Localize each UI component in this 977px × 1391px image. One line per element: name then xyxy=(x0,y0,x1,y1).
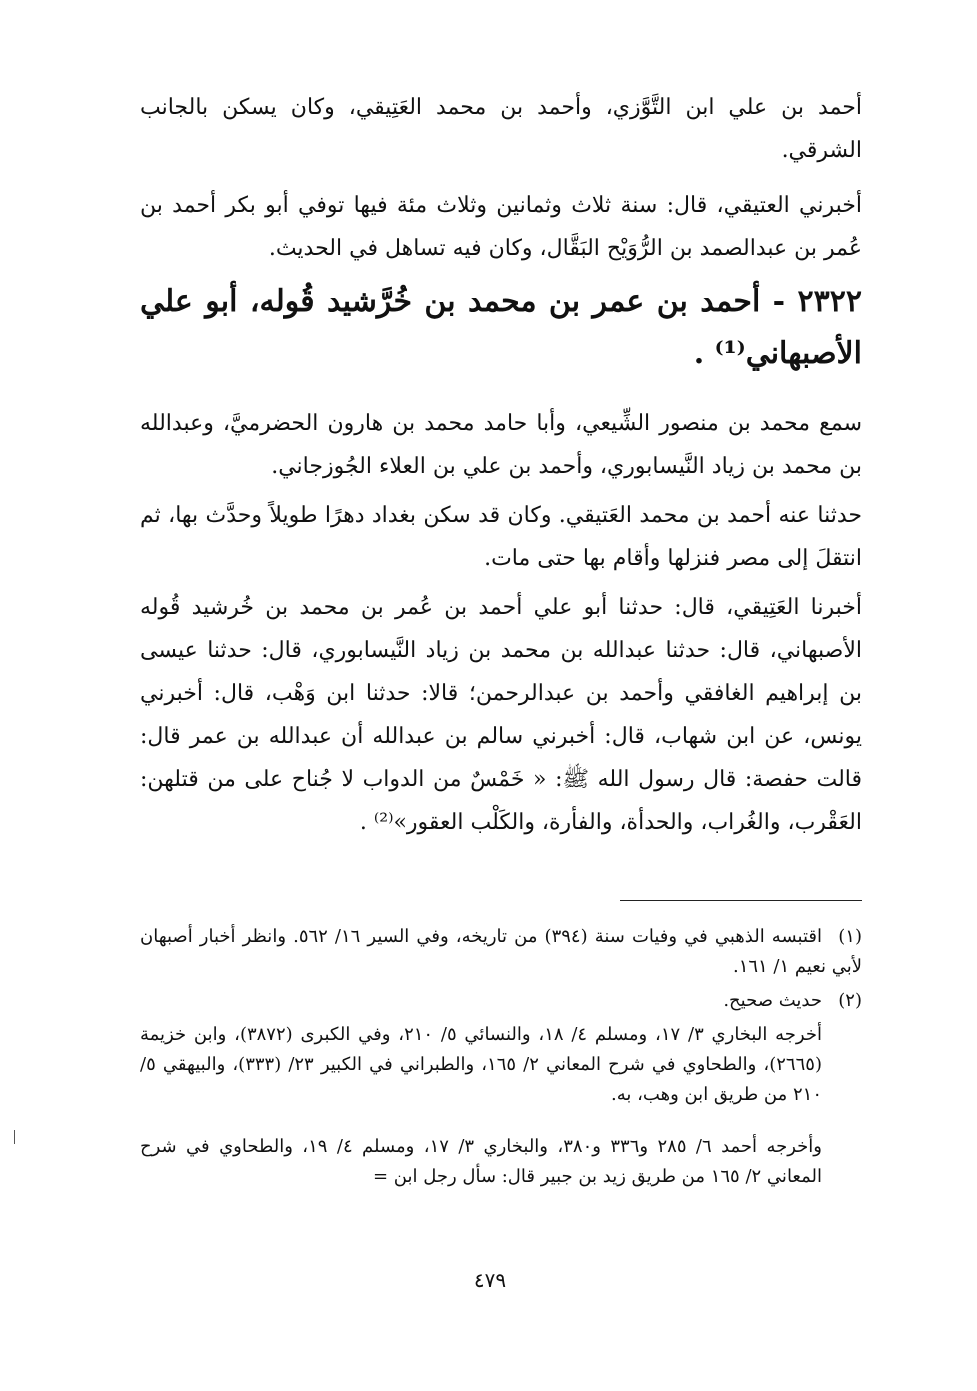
paragraph-death-year: أخبرني العتيقي، قال: سنة ثلاث وثمانين وثلاث مئة فيها توفي أبو بكر أحمد بن عُمر بن عبدالصمد بن الرُّوَيْح البَقَّال، وكان فيه تساهل في الحديث. xyxy=(140,193,862,261)
footnote-2-text: حديث صحيح. xyxy=(723,990,822,1011)
paragraph-continuation: أحمد بن علي ابن التَّوَّزي، وأحمد بن محمد العَتِيقي، وكان يسكن بالجانب الشرقي. xyxy=(140,95,862,163)
footnote-2-paragraph-1: أخرجه البخاري ٣/ ١٧، ومسلم ٤/ ١٨، والنسائي ٥/ ٢١٠، وفي الكبرى (٣٨٧٢)، وابن خزيمة (٢٦٦٥)، والطحاوي في شرح المعاني ٢/ ١٦٥، والطبراني في الكبير ٢٣/ (٣٣٣)، والبيهقي ٥/ ٢١٠ من طريق ابن وهب، به. xyxy=(140,1024,822,1105)
footnote-2-paragraph-2: وأخرجه أحمد ٦/ ٢٨٥ و٣٣٦ و٣٨٠، والبخاري ٣/ ١٧، ومسلم ٤/ ١٩، والطحاوي في شرح المعاني ٢/ ١٦٥ من طريق زيد بن جبير قال: سأل رجل ابن = xyxy=(140,1136,822,1187)
paragraph-teachers: سمع محمد بن منصور الشِّيعي، وأبا حامد محمد بن هارون الحضرميَّ، وعبدالله بن محمد بن زياد النَّيسابوري، وأحمد بن علي بن العلاء الجُوزجاني. xyxy=(140,411,862,479)
footnote-1 xyxy=(140,922,862,982)
paragraph-hadith: أخبرنا العَتِيقي، قال: حدثنا أبو علي أحمد بن عُمر بن محمد بن خُرشيد قُوله الأصبهاني، قال: حدثنا عبدالله بن محمد بن زياد النَّيسابوري، قال: حدثنا عيسى بن إبراهيم الغافقي وأحمد بن عبدالرحمن؛ قالا: حدثنا ابن وَهْب، قال: أخبرني يونس، عن ابن شهاب، قال: أخبرني سالم بن عبدالله أن عبدالله بن عمر قال: قالت حفصة: قال رسول الله ﷺ: « خَمْسٌ من الدواب لا جُناح على من قتلهن: العَقْرب، والغُراب، والحدأة، والفأرة، والكَلْب العقور»⁽²⁾ . xyxy=(140,595,862,835)
page-number: ٤٧٩ xyxy=(473,1268,507,1292)
footnote-1-text: اقتبسه الذهبي في وفيات سنة (٣٩٤) من تاريخه، وفي السير ١٦/ ٥٦٢. وانظر أخبار أصبهان لأبي نعيم ١/ ١٦١. xyxy=(140,926,862,977)
footnote-2 xyxy=(140,986,862,1016)
entry-heading: ٢٣٢٢ - أحمد بن عمر بن محمد بن خُرَّشيد قُوله، أبو علي الأصبهاني⁽¹⁾ . xyxy=(140,284,862,371)
margin-mark xyxy=(14,1130,15,1144)
footnote-1-number: (١) xyxy=(838,926,862,947)
footnote-separator xyxy=(620,900,862,901)
paragraph-students: حدثنا عنه أحمد بن محمد العَتيقي. وكان قد سكن بغداد دهرًا طويلاً وحدَّث بها، ثم انتقلَ إلى مصر فنزلها وأقام بها حتى مات. xyxy=(140,503,862,571)
footnote-2-number: (٢) xyxy=(838,990,862,1011)
